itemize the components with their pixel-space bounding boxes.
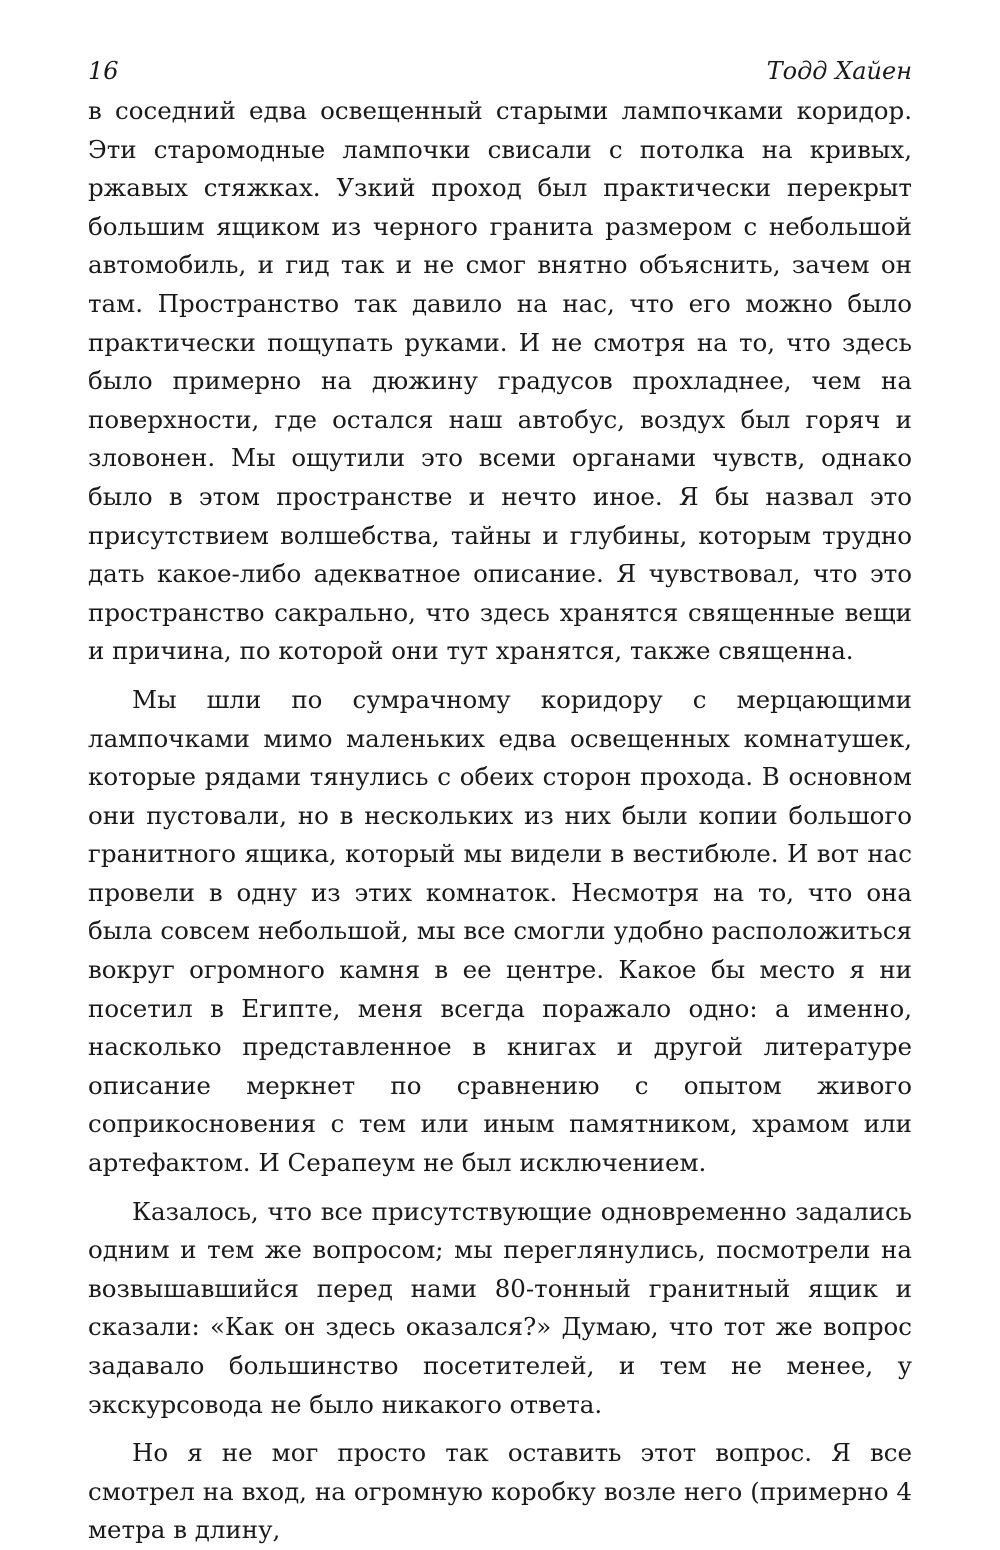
book-page [88, 56, 912, 1550]
paragraph-1: в соседний едва освещенный старыми лампочками коридор. Эти старомодные лампочки свисали с потолка на кривых, ржавых стяжках. Узкий проход был практически перекрыт большим ящиком из черного гранита размером с небольшой автомобиль, и гид так и не смог внятно объяснить, зачем он там. Пространство так давило на нас, что его можно было практически пощупать руками. И не смотря на то, что здесь было примерно на дюжину градусов прохладнее, чем на поверхности, где остался наш автобус, воздух был горяч и зловонен. Мы ощутили это всеми органами чувств, однако было в этом пространстве и нечто иное. Я бы назвал это присутствием волшебства, тайны и глубины, которым трудно дать какое-либо адекватное описание. Я чувствовал, что это пространство сакрально, что здесь хранятся священные вещи и причина, по которой они тут хранятся, также священна. [88, 96, 912, 666]
page-number: 16 [88, 57, 119, 85]
paragraph-4: Но я не мог просто так оставить этот вопрос. Я все смотрел на вход, на огромную коробку возле него (примерно 4 метра в длину, [88, 1438, 912, 1545]
author-name: Тодд Хайен [766, 57, 912, 85]
paragraph-3: Казалось, что все присутствующие одновременно задались одним и тем же вопросом; мы переглянулись, посмотрели на возвышавшийся перед нами 80-тонный гранитный ящик и сказали: «Как он здесь оказался?» Думаю, что тот же вопрос задавало большинство посетителей, и тем не менее, у экскурсовода не было никакого ответа. [88, 1196, 912, 1419]
running-header [88, 56, 912, 86]
paragraph-2: Мы шли по сумрачному коридору с мерцающими лампочками мимо маленьких едва освещенных комнатушек, которые рядами тянулись с обеих сторон прохода. В основном они пустовали, но в нескольких из них были копии большого гранитного ящика, который мы видели в вестибюле. И вот нас провели в одну из этих комнаток. Несмотря на то, что она была совсем небольшой, мы все смогли удобно расположиться вокруг огромного камня в ее центре. Какое бы место я ни посетил в Египте, меня всегда поражало одно: а именно, насколько представленное в книгах и другой литературе описание меркнет по сравнению с опытом живого соприкосновения с тем или иным памятником, храмом или артефактом. И Серапеум не был исключением. [88, 684, 912, 1178]
body-text [88, 92, 912, 1550]
